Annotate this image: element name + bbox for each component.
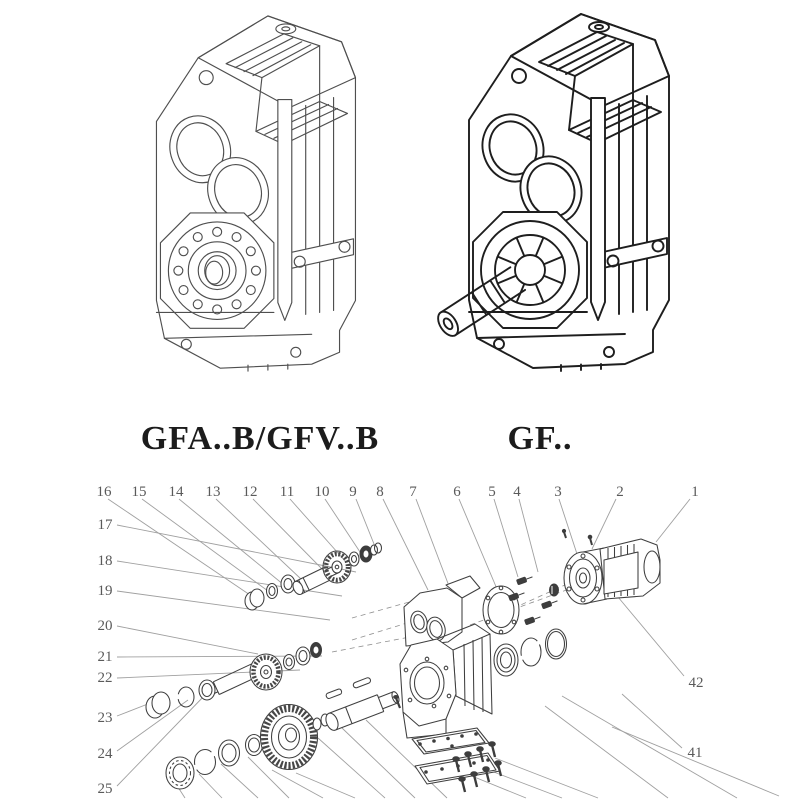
motor-assembly bbox=[562, 529, 660, 604]
input-shaft-parts bbox=[245, 543, 382, 610]
callout-25: 25 bbox=[97, 781, 113, 797]
callout-5: 5 bbox=[488, 484, 496, 500]
callout-1: 1 bbox=[691, 484, 699, 500]
part-number-callouts bbox=[97, 484, 704, 797]
callout-13: 13 bbox=[205, 484, 221, 500]
callout-4: 4 bbox=[513, 484, 521, 500]
output-shaft-parts bbox=[146, 677, 402, 789]
callout-22: 22 bbox=[97, 670, 113, 686]
callout-18: 18 bbox=[97, 553, 113, 569]
callout-12: 12 bbox=[242, 484, 258, 500]
callout-11: 11 bbox=[279, 484, 295, 500]
callout-21: 21 bbox=[97, 649, 113, 665]
callout-17: 17 bbox=[97, 517, 113, 533]
callout-20: 20 bbox=[97, 618, 113, 634]
model-label-gfab-gfv: GFA..B/GFV..B bbox=[140, 420, 380, 457]
callout-7: 7 bbox=[409, 484, 417, 500]
callout-8: 8 bbox=[376, 484, 384, 500]
callout-15: 15 bbox=[131, 484, 147, 500]
callout-10: 10 bbox=[314, 484, 330, 500]
gear-housing bbox=[400, 576, 492, 738]
callout-24: 24 bbox=[97, 746, 113, 762]
callout-16: 16 bbox=[96, 484, 112, 500]
callout-9: 9 bbox=[349, 484, 357, 500]
callout-23: 23 bbox=[97, 710, 113, 726]
callout-2: 2 bbox=[616, 484, 624, 500]
exploded-parts-diagram bbox=[85, 475, 785, 800]
gearbox-drawing-gf bbox=[408, 0, 714, 400]
callout-42: 42 bbox=[688, 675, 704, 691]
callout-3: 3 bbox=[554, 484, 562, 500]
gearbox-drawing-gfab bbox=[98, 2, 398, 400]
model-label-gf: GF.. bbox=[507, 420, 573, 457]
callout-41: 41 bbox=[687, 745, 703, 761]
callout-19: 19 bbox=[97, 583, 113, 599]
callout-14: 14 bbox=[168, 484, 184, 500]
callout-6: 6 bbox=[453, 484, 461, 500]
flange-and-bearings bbox=[483, 575, 567, 676]
intermediate-shaft-parts bbox=[202, 643, 321, 700]
